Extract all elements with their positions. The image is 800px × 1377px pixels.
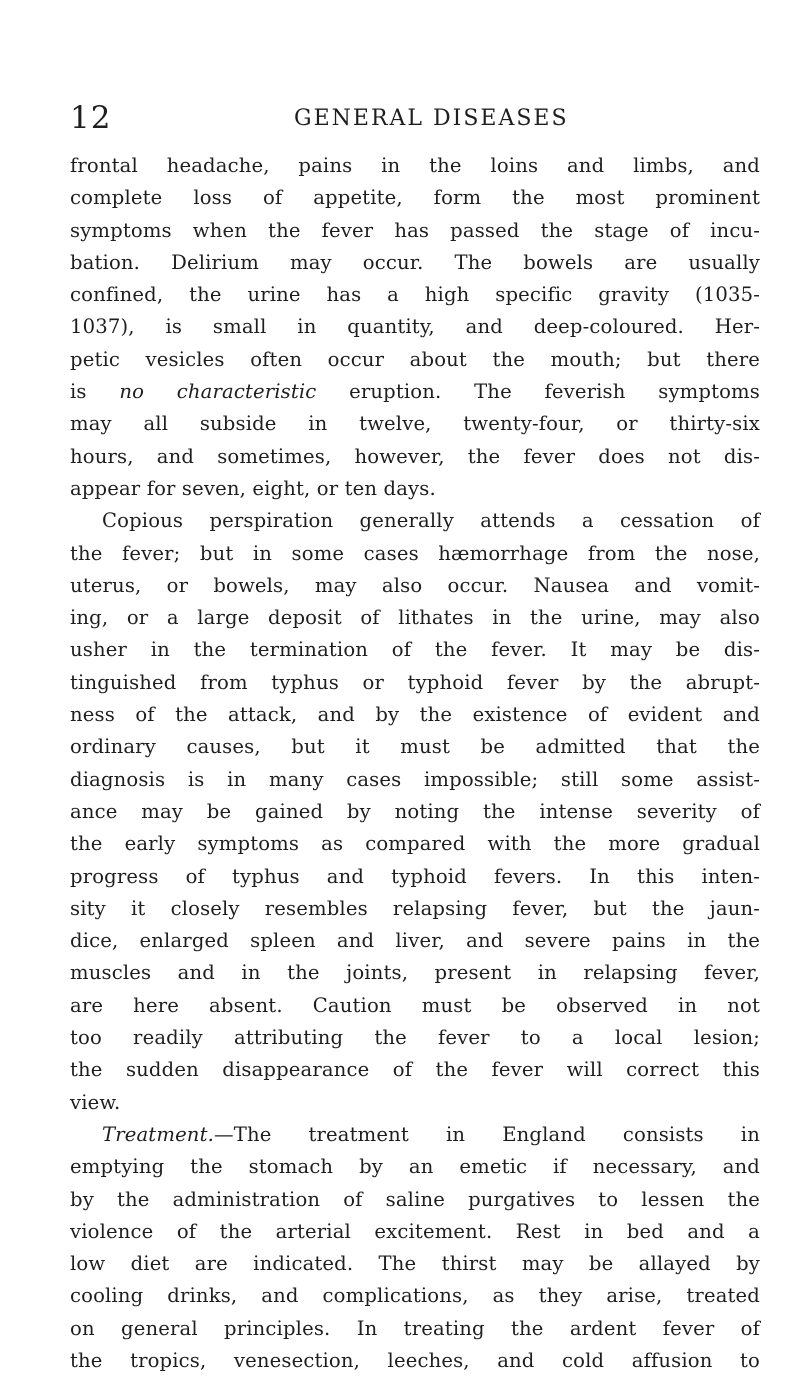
page-number: 12 <box>70 100 112 136</box>
text-line: tinguished from typhus or typhoid fever by the abrupt- <box>70 670 760 694</box>
text-line: may all subside in twelve, twenty-four, or thirty-six <box>70 412 760 436</box>
text-line: 1037), is small in quantity, and deep-coloured. Her- <box>70 315 760 339</box>
text-line: the tropics, venesection, leeches, and cold affusion to <box>70 1348 760 1372</box>
text-line: confined, the urine has a high specific gravity (1035- <box>70 283 760 307</box>
text-line: muscles and in the joints, present in relapsing fever, <box>70 961 760 985</box>
text-line: low diet are indicated. The thirst may be allayed by <box>70 1252 760 1276</box>
text-line: the fever; but in some cases hæmorrhage from the nose, <box>70 541 760 565</box>
text-line: bation. Delirium may occur. The bowels are usually <box>70 250 760 274</box>
text-line: complete loss of appetite, form the most prominent <box>70 186 760 210</box>
text-line: ance may be gained by noting the intense severity of <box>70 799 760 823</box>
text-line: progress of typhus and typhoid fevers. In this inten- <box>70 864 760 888</box>
text-line: ing, or a large deposit of lithates in the urine, may also <box>70 606 760 630</box>
text-line: the early symptoms as compared with the more gradual <box>70 832 760 856</box>
text-line: too readily attributing the fever to a local lesion; <box>70 1026 760 1050</box>
italic-emphasis: no characteristic <box>119 380 317 404</box>
text-line: violence of the arterial excitement. Rest in bed and a <box>70 1219 760 1243</box>
text-run: —The treatment in England consists in <box>213 1122 760 1146</box>
text-line: symptoms when the fever has passed the stage of incu- <box>70 218 760 242</box>
text-line: hours, and sometimes, however, the fever does not dis- <box>70 444 760 468</box>
text-run: eruption. The feverish symptoms <box>316 380 760 404</box>
text-line: ordinary causes, but it must be admitted that the <box>70 735 760 759</box>
text-line: the sudden disappearance of the fever will correct this <box>70 1058 760 1082</box>
text-line: sity it closely resembles relapsing fever, but the jaun- <box>70 896 760 920</box>
paragraph-start-line: Copious perspiration generally attends a cessation of <box>102 509 760 533</box>
text-run: is <box>70 380 120 404</box>
running-head <box>70 98 760 138</box>
text-line: dice, enlarged spleen and liver, and severe pains in the <box>70 929 760 953</box>
text-line: diagnosis is in many cases impossible; still some assist- <box>70 767 760 791</box>
text-line: view. <box>70 1090 121 1114</box>
running-title: GENERAL DISEASES <box>294 106 569 131</box>
text-line: usher in the termination of the fever. It may be dis- <box>70 638 760 662</box>
text-line: emptying the stomach by an emetic if necessary, and <box>70 1155 760 1179</box>
text-line: on general principles. In treating the ardent fever of <box>70 1316 760 1340</box>
treatment-heading: Treatment. <box>102 1122 214 1146</box>
text-line: are here absent. Caution must be observed in not <box>70 993 760 1017</box>
text-line: appear for seven, eight, or ten days. <box>70 476 436 500</box>
body-text <box>70 150 760 1377</box>
book-page <box>70 98 760 1377</box>
text-line: petic vesicles often occur about the mouth; but there <box>70 347 760 371</box>
text-line: cooling drinks, and complications, as they arise, treated <box>70 1284 760 1308</box>
text-line: frontal headache, pains in the loins and limbs, and <box>70 154 760 177</box>
text-line: ness of the attack, and by the existence of evident and <box>70 703 760 727</box>
text-line: uterus, or bowels, may also occur. Nausea and vomit- <box>70 573 760 597</box>
text-line: by the administration of saline purgatives to lessen the <box>70 1187 760 1211</box>
text-line <box>70 376 760 408</box>
paragraph-start-line <box>70 1119 760 1151</box>
